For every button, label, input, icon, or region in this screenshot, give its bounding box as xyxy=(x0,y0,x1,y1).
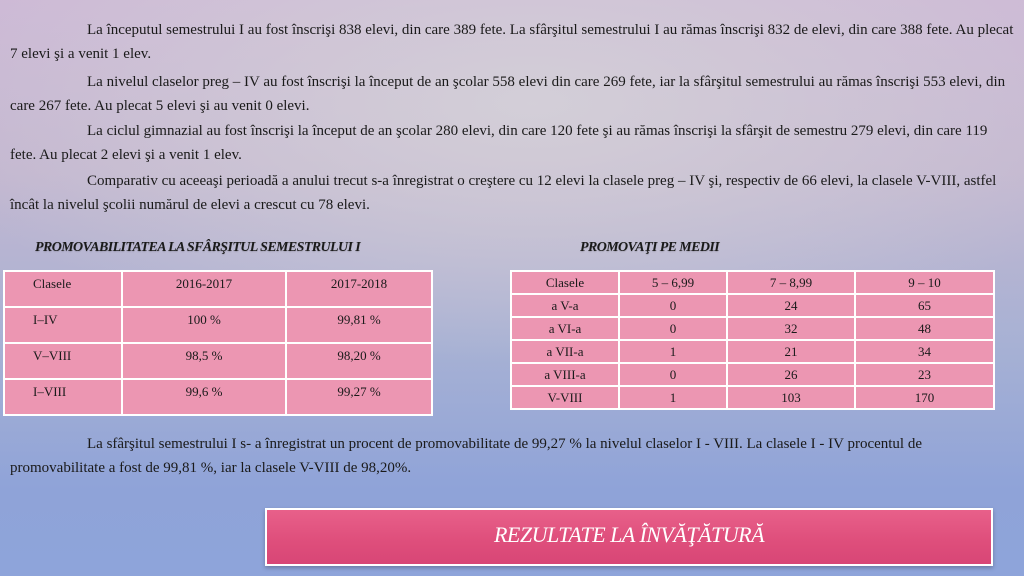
table-cell: 98,5 % xyxy=(122,343,286,379)
table-row xyxy=(511,340,994,363)
table-cell: 170 xyxy=(855,386,994,409)
table-row xyxy=(511,363,994,386)
table-header-row xyxy=(511,271,994,294)
table-cell: I–IV xyxy=(4,307,122,343)
table-cell: 21 xyxy=(727,340,855,363)
table-header-cell: Clasele xyxy=(511,271,619,294)
table-header-cell: Clasele xyxy=(4,271,122,307)
paragraph-comparison: Comparativ cu aceeaşi perioadă a anului trecut s-a înregistrat o creştere cu 12 elevi la clasele preg – IV şi, respectiv de 66 elevi, la clasele V-VIII, astfel încât la nivelul şcolii numărul de elevi a crescut cu 78 elevi. xyxy=(10,173,997,213)
table-cell: 99,6 % xyxy=(122,379,286,415)
table-row xyxy=(4,379,432,415)
table-cell: 1 xyxy=(619,340,727,363)
table-cell: I–VIII xyxy=(4,379,122,415)
table-cell: 32 xyxy=(727,317,855,340)
table-cell: a V-a xyxy=(511,294,619,317)
table-row xyxy=(4,307,432,343)
table-header-cell: 2017-2018 xyxy=(286,271,432,307)
table-cell: 23 xyxy=(855,363,994,386)
table-header-cell: 5 – 6,99 xyxy=(619,271,727,294)
table-header-cell: 2016-2017 xyxy=(122,271,286,307)
promovabilitate-heading: PROMOVABILITATEA LA SFÂRŞITUL SEMESTRULUI I xyxy=(35,240,361,255)
paragraph-enrollment-primary: La nivelul claselor preg – IV au fost înscrişi la început de an şcolar 558 elevi din care 269 fete, iar la sfârşitul semestrului au rămas înscrişi 553 elevi, din care 267 fete. Au plecat 5 elevi şi au venit 0 elevi. xyxy=(10,74,1006,114)
promovabilitate-table xyxy=(3,270,433,416)
table-cell: V–VIII xyxy=(4,343,122,379)
table-header-cell: 9 – 10 xyxy=(855,271,994,294)
banner-title: REZULTATE LA ÎNVĂŢĂTURĂ xyxy=(493,522,765,547)
table-cell: 99,81 % xyxy=(286,307,432,343)
table-cell: 0 xyxy=(619,363,727,386)
table-row xyxy=(511,294,994,317)
table-row xyxy=(511,317,994,340)
paragraph-enrollment-gymnasium: La ciclul gimnazial au fost înscrişi la început de an şcolar 280 elevi, din care 120 fete şi au rămas înscrişi la sfârşit de semestru 279 elevi, din care 119 fete. Au plecat 2 elevi şi a venit 1 elev. xyxy=(10,123,988,163)
medii-heading: PROMOVAŢI PE MEDII xyxy=(580,240,720,255)
table-cell: 24 xyxy=(727,294,855,317)
table-header-row xyxy=(4,271,432,307)
table-cell: 99,27 % xyxy=(286,379,432,415)
table-cell: 103 xyxy=(727,386,855,409)
table-cell: a VIII-a xyxy=(511,363,619,386)
table-cell: 0 xyxy=(619,317,727,340)
paragraph-summary: La sfârşitul semestrului I s- a înregistrat un procent de promovabilitate de 99,27 % la nivelul claselor I - VIII. La clasele I - IV procentul de promovabilitate a fost de 99,81 %, iar la clasele V-VIII de 98,20%. xyxy=(10,436,922,476)
table-row xyxy=(4,343,432,379)
table-cell: 98,20 % xyxy=(286,343,432,379)
section-title-banner xyxy=(265,508,993,566)
paragraph-enrollment-total: La începutul semestrului I au fost înscrişi 838 elevi, din care 389 fete. La sfârşitul semestrului I au rămas înscrişi 832 de elevi, din care 388 fete. Au plecat 7 elevi şi a venit 1 elev. xyxy=(10,22,1014,62)
table-cell: 48 xyxy=(855,317,994,340)
table-cell: V-VIII xyxy=(511,386,619,409)
table-cell: a VI-a xyxy=(511,317,619,340)
table-cell: 0 xyxy=(619,294,727,317)
medii-table xyxy=(510,270,995,410)
table-row xyxy=(511,386,994,409)
table-cell: 34 xyxy=(855,340,994,363)
table-cell: a VII-a xyxy=(511,340,619,363)
table-header-cell: 7 – 8,99 xyxy=(727,271,855,294)
table-cell: 65 xyxy=(855,294,994,317)
table-cell: 100 % xyxy=(122,307,286,343)
table-cell: 1 xyxy=(619,386,727,409)
table-cell: 26 xyxy=(727,363,855,386)
